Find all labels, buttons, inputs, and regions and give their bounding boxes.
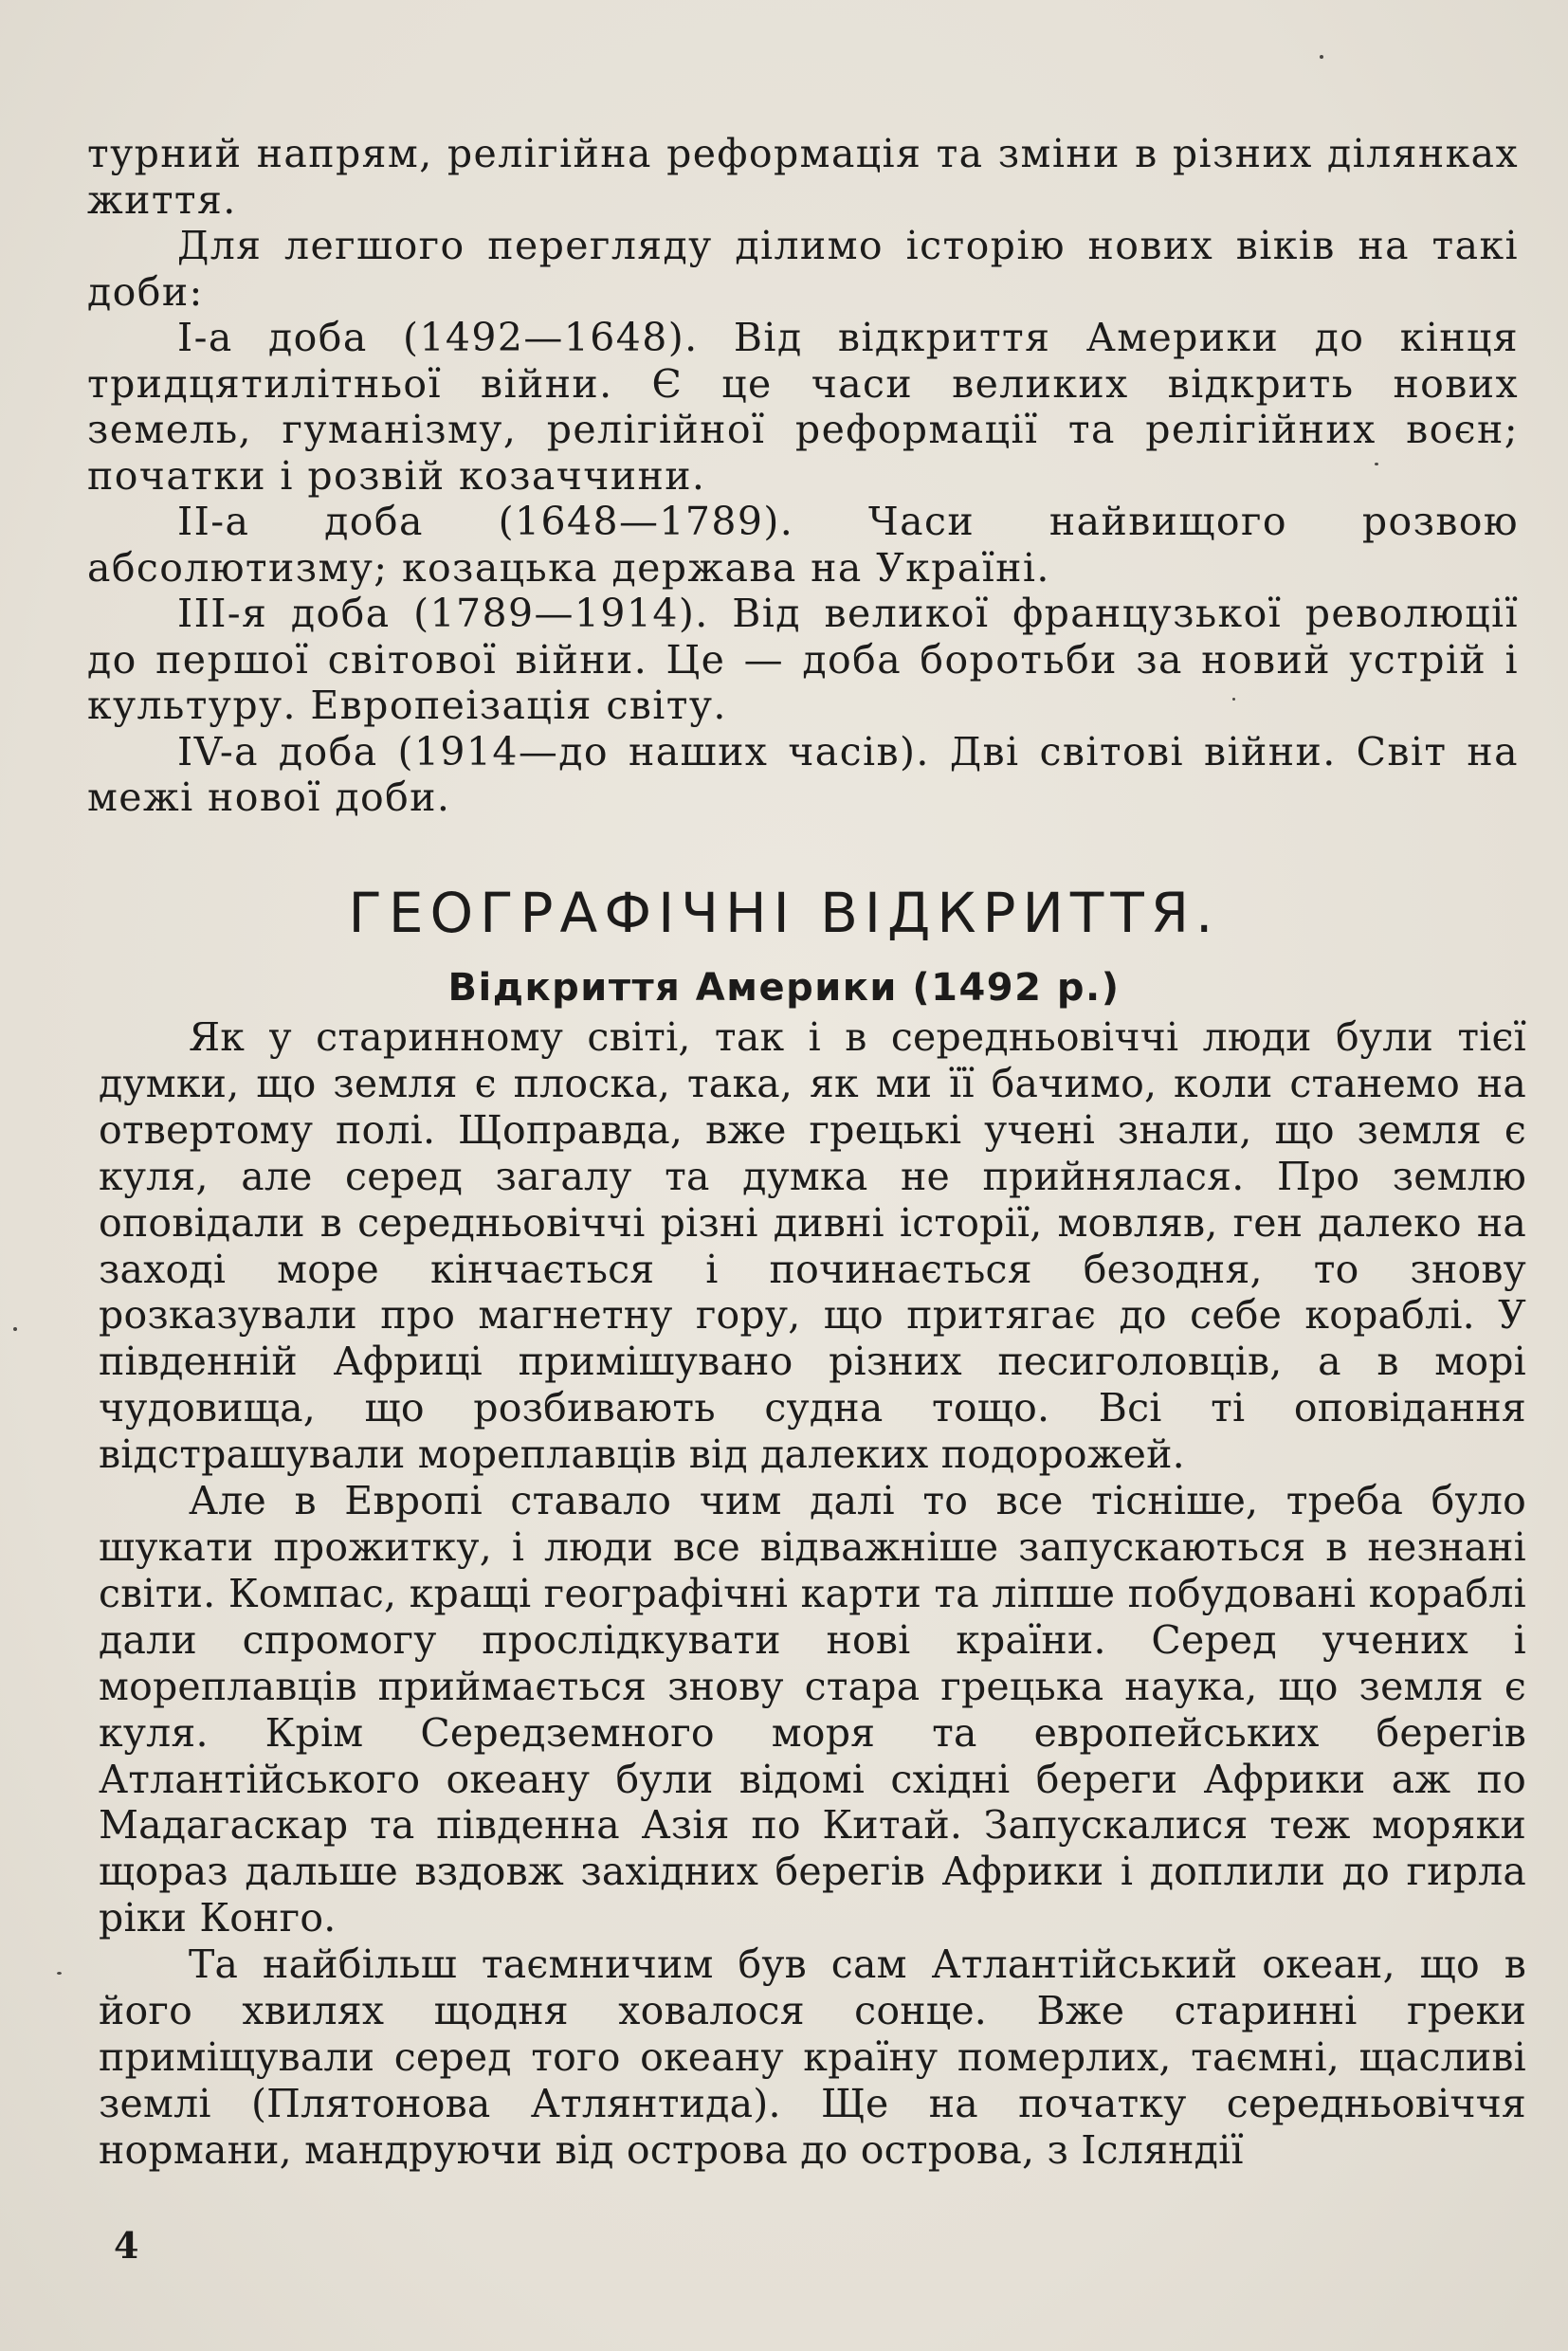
- paragraph-flat-earth: Як у старинному світі, так і в середньовіччі люди були тієї думки, що земля є плоска, така, як ми її бачимо, коли станемо на отвертому полі. Щоправда, вже грецькі учені знали, що земля є куля, але серед загалу та думка не прийнялася. Про землю оповідали в середньовіччі різні дивні історії, мовляв, ген далеко на заході море кінчається і починається безодня, то знову розказували про магнетну гору, що притягає до себе кораблі. У південній Африці примішувано різних песиголовців, а в морі чудовища, що розбивають судна тощо. Всі ті оповідання відстрашували мореплавців від далеких подорожей.: [99, 1014, 1526, 1478]
- paragraph-continuation: турний напрям, релігійна реформація та зміни в різних ділянках життя.: [87, 131, 1519, 223]
- paragraph-period-3: ІІІ-я доба (1789—1914). Від великої французької революції до першої світової війни. Це — доба боротьби за новий устрій і культуру. Европеізація світу.: [87, 591, 1519, 728]
- paragraph-period-2: ІІ-а доба (1648—1789). Часи найвищого розвою абсолютизму; козацька держава на Україні.: [87, 499, 1519, 591]
- paragraph-periods-intro: Для легшого перегляду ділимо історію нових віків на такі доби:: [87, 223, 1519, 315]
- subsection-title: Відкриття Америки (1492 р.): [447, 966, 1121, 1010]
- paragraph-period-1: І-а доба (1492—1648). Від відкриття Америки до кінця тридцятилітньої війни. Є це часи великих відкрить нових земель, гуманізму, релігійної реформації та релігійних воєн; початки і розвій козаччини.: [87, 315, 1519, 499]
- page-number: 4: [114, 2224, 139, 2267]
- intro-text-block: [87, 131, 1519, 821]
- paragraph-exploration: Але в Европі ставало чим далі то все тісніше, треба було шукати прожитку, і люди все відважніше запускаються в незнані світи. Компас, кращі географічні карти та ліпше побудовані кораблі дали спромогу прослідкувати нові країни. Серед учених і мореплавців приймається знову стара грецька наука, що земля є куля. Крім Середземного моря та европейських берегів Атлантійського океану були відомі східні береги Африки аж по Мадагаскар та південна Азія по Китай. Запускалися теж моряки щораз дальше вздовж західних берегів Африки і доплили до гирла ріки Конго.: [99, 1478, 1526, 1941]
- main-text-block: [99, 1014, 1526, 2174]
- print-speck: [57, 1972, 62, 1975]
- print-speck: [13, 1327, 17, 1331]
- paragraph-period-4: ІV-а доба (1914—до наших часів). Дві світові війни. Світ на межі нової доби.: [87, 728, 1519, 820]
- print-speck: [1375, 463, 1378, 465]
- paragraph-atlantic: Та найбільш таємничим був сам Атлантійський океан, що в його хвилях щодня ховалося сонце. Вже старинні греки приміщували серед того океану країну померлих, таємні, щасливі землі (Плятонова Атлянтида). Ще на початку середньовіччя нормани, мандруючи від острова до острова, з Ісляндії: [99, 1941, 1526, 2173]
- print-speck: [1320, 55, 1323, 59]
- print-speck: [1232, 698, 1235, 701]
- section-title: ГЕОГРАФІЧНІ ВІДКРИТТЯ.: [348, 881, 1220, 945]
